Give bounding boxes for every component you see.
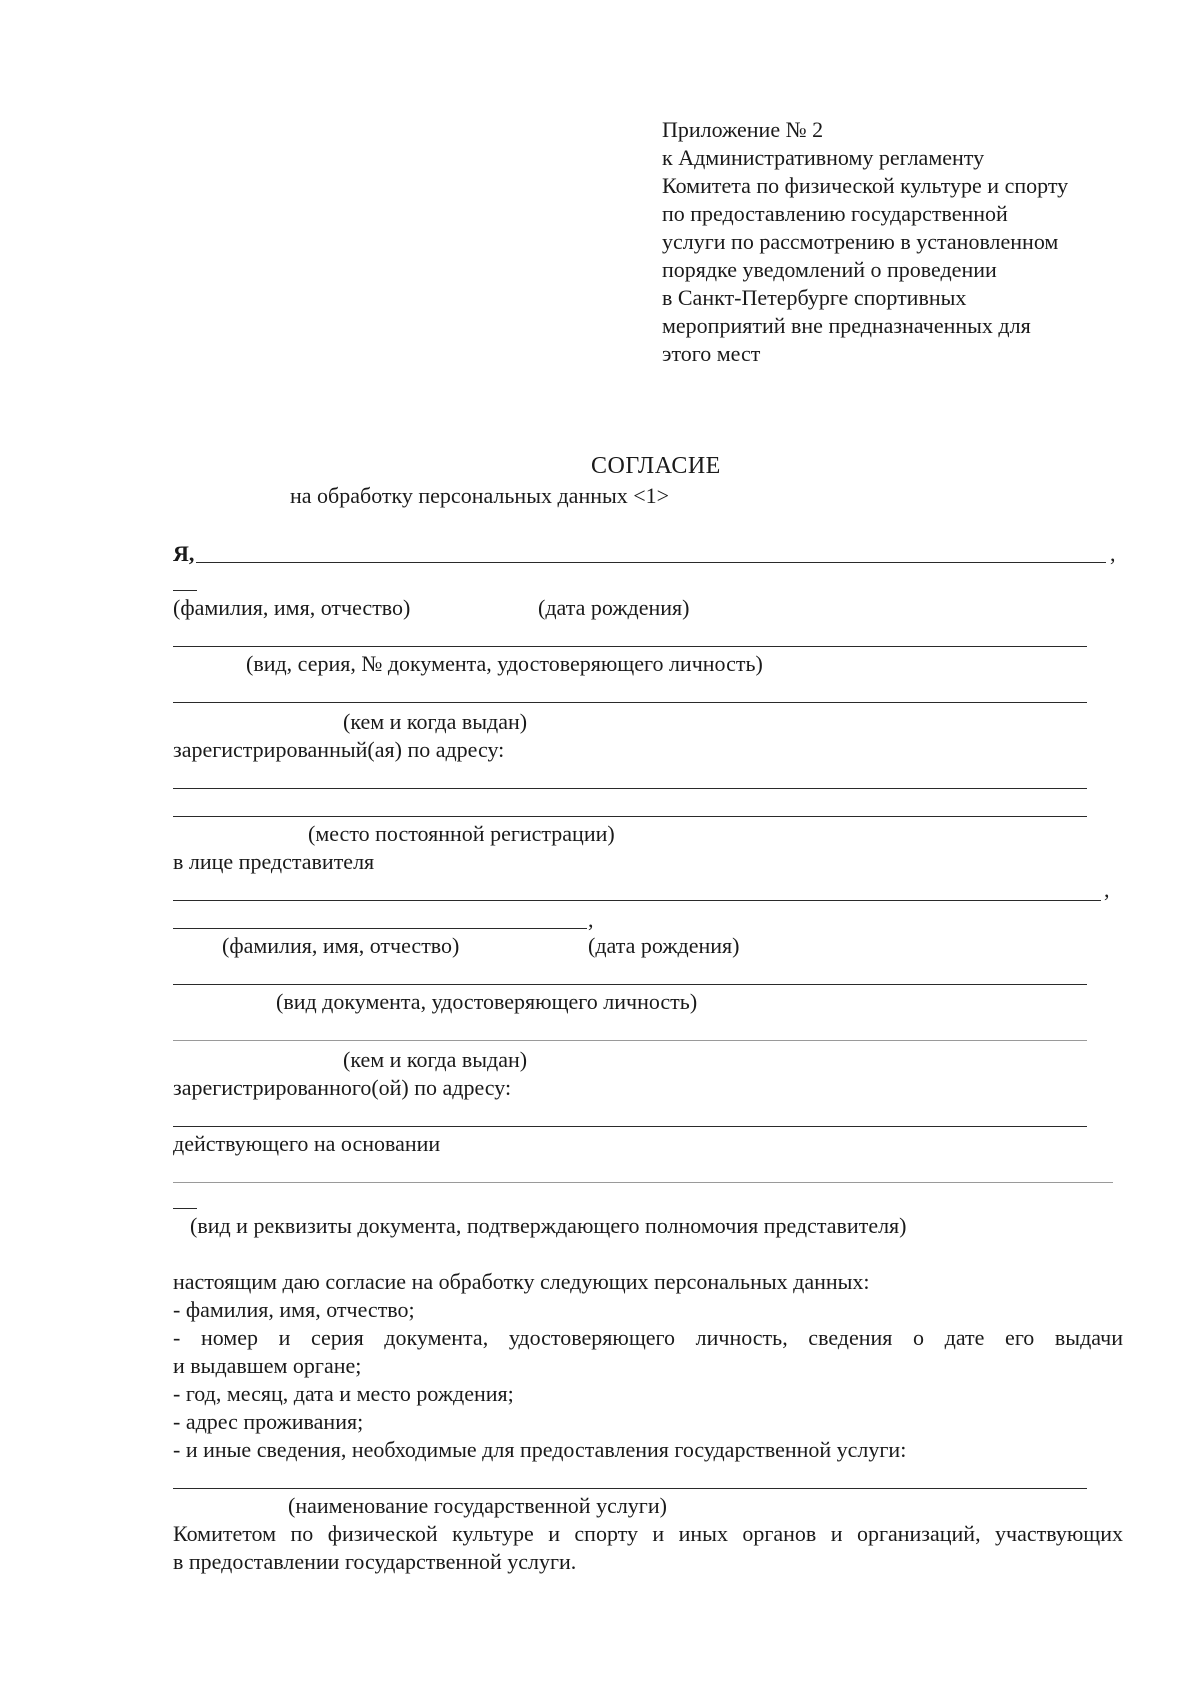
document-title: СОГЛАСИЕ	[591, 453, 721, 479]
address-line-2[interactable]	[173, 816, 1087, 817]
appendix-line: в Санкт-Петербурге спортивных	[662, 285, 967, 310]
fio-birth-line[interactable]	[196, 562, 1106, 563]
fio-caption: (фамилия, имя, отчество)	[173, 595, 411, 620]
authority-line[interactable]	[173, 1182, 1113, 1183]
rep-fio-line[interactable]	[173, 928, 587, 929]
residence-caption: (место постоянной регистрации)	[308, 821, 615, 846]
appendix-line: Комитета по физической культуре и спорту	[662, 173, 1069, 198]
short-dash-line	[173, 1208, 197, 1209]
short-dash-line	[173, 590, 197, 591]
representative-label: в лице представителя	[173, 849, 375, 874]
closing-line: Комитетом по физической культуре и спорту и иных органов и организаций, участвующих	[173, 1521, 1123, 1546]
appendix-line: этого мест	[662, 341, 761, 366]
rep-birth-caption: (дата рождения)	[588, 933, 740, 958]
consent-item: - адрес проживания;	[173, 1409, 364, 1434]
service-caption: (наименование государственной услуги)	[288, 1493, 667, 1518]
trailing-comma: ,	[1110, 541, 1116, 566]
rep-doc-caption: (вид документа, удостоверяющего личность)	[276, 989, 698, 1014]
consent-item: - номер и серия документа, удостоверяющего личность, сведения о дате его выдачи	[173, 1325, 1123, 1350]
rep-address-line[interactable]	[173, 1126, 1087, 1127]
consent-item: и выдавшем органе;	[173, 1353, 362, 1378]
registered-label: зарегистрированный(ая) по адресу:	[173, 737, 505, 762]
document-subtitle: на обработку персональных данных <1>	[290, 483, 670, 508]
address-line-1[interactable]	[173, 788, 1087, 789]
acting-label: действующего на основании	[173, 1131, 441, 1156]
representative-line[interactable]	[173, 900, 1101, 901]
rep-issued-line[interactable]	[173, 1040, 1087, 1041]
consent-item: - фамилия, имя, отчество;	[173, 1297, 415, 1322]
appendix-line: мероприятий вне предназначенных для	[662, 313, 1031, 338]
consent-item: - и иные сведения, необходимые для предоставления государственной услуги:	[173, 1437, 907, 1462]
appendix-header	[662, 116, 1132, 368]
consent-item: - год, месяц, дата и место рождения;	[173, 1381, 514, 1406]
consent-intro: настоящим даю согласие на обработку следующих персональных данных:	[173, 1269, 870, 1294]
rep-doc-line[interactable]	[173, 984, 1087, 985]
closing-line: в предоставлении государственной услуги.	[173, 1549, 577, 1574]
birth-caption: (дата рождения)	[538, 595, 690, 620]
rep-fio-caption: (фамилия, имя, отчество)	[222, 933, 460, 958]
appendix-line: Приложение № 2	[662, 117, 824, 142]
service-line[interactable]	[173, 1488, 1087, 1489]
appendix-line: по предоставлению государственной	[662, 201, 1008, 226]
doc-line[interactable]	[173, 646, 1087, 647]
appendix-line: к Административному регламенту	[662, 145, 985, 170]
appendix-line: услуги по рассмотрению в установленном	[662, 229, 1059, 254]
doc-caption: (вид, серия, № документа, удостоверяющего личность)	[246, 651, 763, 676]
issued-line[interactable]	[173, 702, 1087, 703]
authority-caption: (вид и реквизиты документа, подтверждающего полномочия представителя)	[190, 1213, 907, 1238]
rep-issued-caption: (кем и когда выдан)	[343, 1047, 528, 1072]
ya-label: Я,	[173, 541, 195, 566]
trailing-comma: ,	[1104, 877, 1110, 902]
appendix-line: порядке уведомлений о проведении	[662, 257, 997, 282]
rep-comma: ,	[588, 907, 594, 932]
issued-caption: (кем и когда выдан)	[343, 709, 528, 734]
rep-registered-label: зарегистрированного(ой) по адресу:	[173, 1075, 512, 1100]
